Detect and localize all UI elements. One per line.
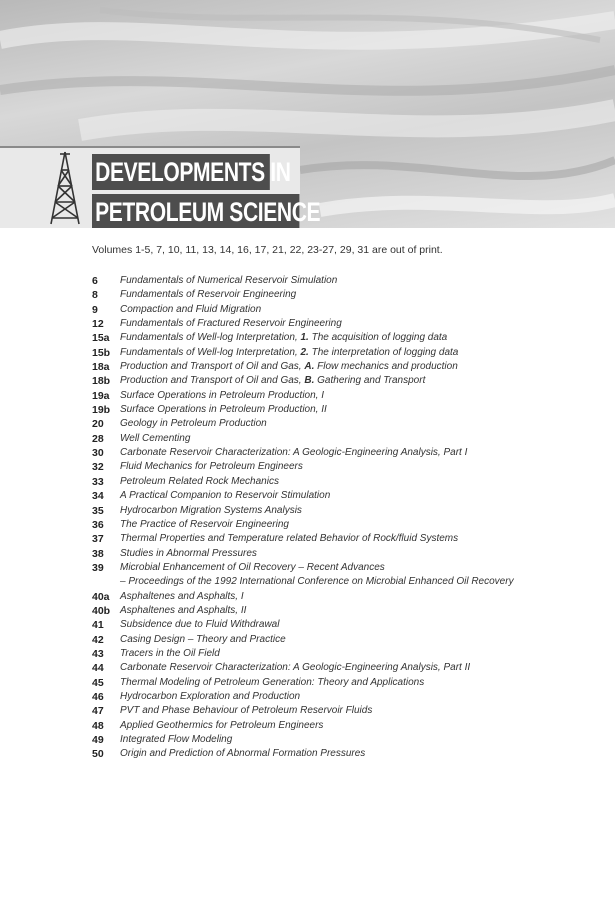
volume-title [120, 374, 425, 388]
volume-title: Carbonate Reservoir Characterization: A Geologic-Engineering Analysis, Part I [120, 447, 468, 459]
volume-number: 18a [92, 361, 110, 374]
volume-number: 19b [92, 404, 111, 417]
series-title-block [0, 146, 321, 228]
volume-title: Fluid Mechanics for Petroleum Engineers [120, 461, 303, 473]
volume-part-title: The interpretation of logging data [308, 346, 459, 358]
volume-number: 32 [92, 461, 104, 474]
volume-list-item [92, 575, 514, 589]
volume-part-title: The acquisition of logging data [308, 332, 448, 344]
volume-list-item [92, 633, 514, 647]
volume-number: 41 [92, 619, 104, 632]
volume-number: 40b [92, 604, 111, 617]
volume-list-item [92, 331, 514, 345]
volume-list-item [92, 518, 514, 532]
volume-title: Thermal Modeling of Petroleum Generation: Theory and Applications [120, 676, 425, 688]
volume-number: 47 [92, 705, 104, 718]
volume-list-item [92, 346, 514, 360]
volume-number: 12 [92, 318, 104, 331]
volume-title: Hydrocarbon Exploration and Production [120, 690, 301, 702]
volume-list-item [92, 747, 514, 761]
series-title-line-1: DEVELOPMENTS IN [92, 154, 270, 190]
volume-title: Surface Operations in Petroleum Production, I [120, 389, 324, 401]
volume-list-item [92, 288, 514, 302]
volume-title: Petroleum Related Rock Mechanics [120, 475, 279, 487]
volume-list-item [92, 532, 514, 546]
oil-derrick-icon [48, 150, 82, 226]
volume-title: Hydrocarbon Migration Systems Analysis [120, 504, 302, 516]
volume-list-item [92, 274, 514, 288]
volume-number: 44 [92, 662, 104, 675]
volume-number: 39 [92, 561, 104, 574]
volume-list-item [92, 661, 514, 675]
volume-number: 40a [92, 590, 110, 603]
series-title-line-2: PETROLEUM SCIENCE [92, 194, 299, 228]
volume-number: 28 [92, 432, 104, 445]
volume-title [120, 331, 447, 345]
volume-number: 15b [92, 346, 111, 359]
volume-title [120, 360, 458, 374]
volume-title: Applied Geothermics for Petroleum Engineers [120, 719, 324, 731]
volume-title: Carbonate Reservoir Characterization: A Geologic-Engineering Analysis, Part II [120, 662, 471, 674]
volume-list-item [92, 504, 514, 518]
volume-list-item [92, 676, 514, 690]
volume-list-item [92, 489, 514, 503]
volume-list-item [92, 303, 514, 317]
volume-number: 9 [92, 303, 98, 316]
volume-title: Thermal Properties and Temperature related Behavior of Rock/fluid Systems [120, 533, 459, 545]
volume-title: Surface Operations in Petroleum Production, II [120, 404, 327, 416]
volume-number [92, 575, 120, 589]
volume-number: 43 [92, 647, 104, 660]
volume-title: The Practice of Reservoir Engineering [120, 518, 289, 530]
volume-title-main: Fundamentals of Well-log Interpretation, [120, 332, 301, 344]
volume-part-number: A. [304, 361, 315, 373]
volume-list-item [92, 618, 514, 632]
volume-list [92, 274, 514, 762]
volume-number: 38 [92, 547, 104, 560]
volume-title [120, 346, 458, 360]
volume-list-item [92, 604, 514, 618]
volume-number: 36 [92, 518, 104, 531]
volume-list-item [92, 704, 514, 718]
volume-title: PVT and Phase Behaviour of Petroleum Reservoir Fluids [120, 705, 373, 717]
volume-title: Subsidence due to Fluid Withdrawal [120, 619, 280, 631]
volume-number: 18b [92, 375, 111, 388]
volume-list-item [92, 446, 514, 460]
volume-number: 6 [92, 275, 98, 287]
volume-part-title: Gathering and Transport [314, 375, 426, 387]
volume-title: Fundamentals of Reservoir Engineering [120, 289, 297, 301]
volume-title-main: Production and Transport of Oil and Gas, [120, 375, 305, 387]
volume-part-number: B. [304, 375, 315, 387]
volume-title: Compaction and Fluid Migration [120, 303, 262, 315]
volume-number: 19a [92, 389, 110, 402]
volume-title: Tracers in the Oil Field [120, 647, 220, 659]
volume-title: Asphaltenes and Asphalts, I [120, 590, 244, 602]
volume-number: 48 [92, 719, 104, 732]
volume-number: 34 [92, 490, 104, 503]
volume-number: 20 [92, 418, 104, 431]
volume-list-item [92, 432, 514, 446]
volume-number: 8 [92, 289, 98, 302]
volume-title: Asphaltenes and Asphalts, II [120, 604, 247, 616]
volume-list-item [92, 417, 514, 431]
volume-number: 15a [92, 332, 110, 345]
volume-list-item [92, 547, 514, 561]
volume-number: 42 [92, 633, 104, 646]
volume-list-item [92, 590, 514, 604]
volume-title: A Practical Companion to Reservoir Stimulation [120, 490, 331, 502]
volume-list-item [92, 475, 514, 489]
volume-list-item [92, 733, 514, 747]
volume-title: Fundamentals of Numerical Reservoir Simulation [120, 275, 338, 286]
volume-title-main: Production and Transport of Oil and Gas, [120, 361, 305, 373]
out-of-print-note: Volumes 1-5, 7, 10, 11, 13, 14, 16, 17, 21, 22, 23-27, 29, 31 are out of print. [92, 244, 443, 256]
volume-list-item [92, 389, 514, 403]
volume-list-item [92, 374, 514, 388]
volume-list-item [92, 460, 514, 474]
volume-number: 37 [92, 533, 104, 546]
volume-title: Well Cementing [120, 432, 191, 444]
volume-title: Studies in Abnormal Pressures [120, 547, 257, 559]
volume-number: 45 [92, 676, 104, 689]
volume-list-item [92, 403, 514, 417]
volume-list-item [92, 317, 514, 331]
volume-title: Origin and Prediction of Abnormal Formation Pressures [120, 748, 366, 760]
volume-number: 46 [92, 690, 104, 703]
volume-list-item [92, 719, 514, 733]
volume-part-number: 2. [300, 346, 309, 358]
volume-number: 33 [92, 475, 104, 488]
volume-list-item [92, 690, 514, 704]
volume-title: Integrated Flow Modeling [120, 734, 233, 745]
volume-title-main: Fundamentals of Well-log Interpretation, [120, 346, 301, 358]
volume-title: Fundamentals of Fractured Reservoir Engineering [120, 318, 342, 330]
volume-list-item [92, 360, 514, 374]
volume-list-item [92, 647, 514, 661]
volume-title: – Proceedings of the 1992 International Conference on Microbial Enhanced Oil Recovery [120, 576, 514, 588]
volume-part-title: Flow mechanics and production [314, 361, 458, 373]
volume-number: 50 [92, 748, 104, 761]
volume-number: 35 [92, 504, 104, 517]
volume-title: Microbial Enhancement of Oil Recovery – Recent Advances [120, 561, 385, 573]
series-banner [0, 0, 615, 228]
volume-number: 49 [92, 734, 104, 746]
volume-number: 30 [92, 447, 104, 460]
volume-part-number: 1. [300, 332, 309, 344]
volume-list-item [92, 561, 514, 575]
volume-title: Casing Design – Theory and Practice [120, 633, 286, 645]
volume-title: Geology in Petroleum Production [120, 418, 267, 430]
